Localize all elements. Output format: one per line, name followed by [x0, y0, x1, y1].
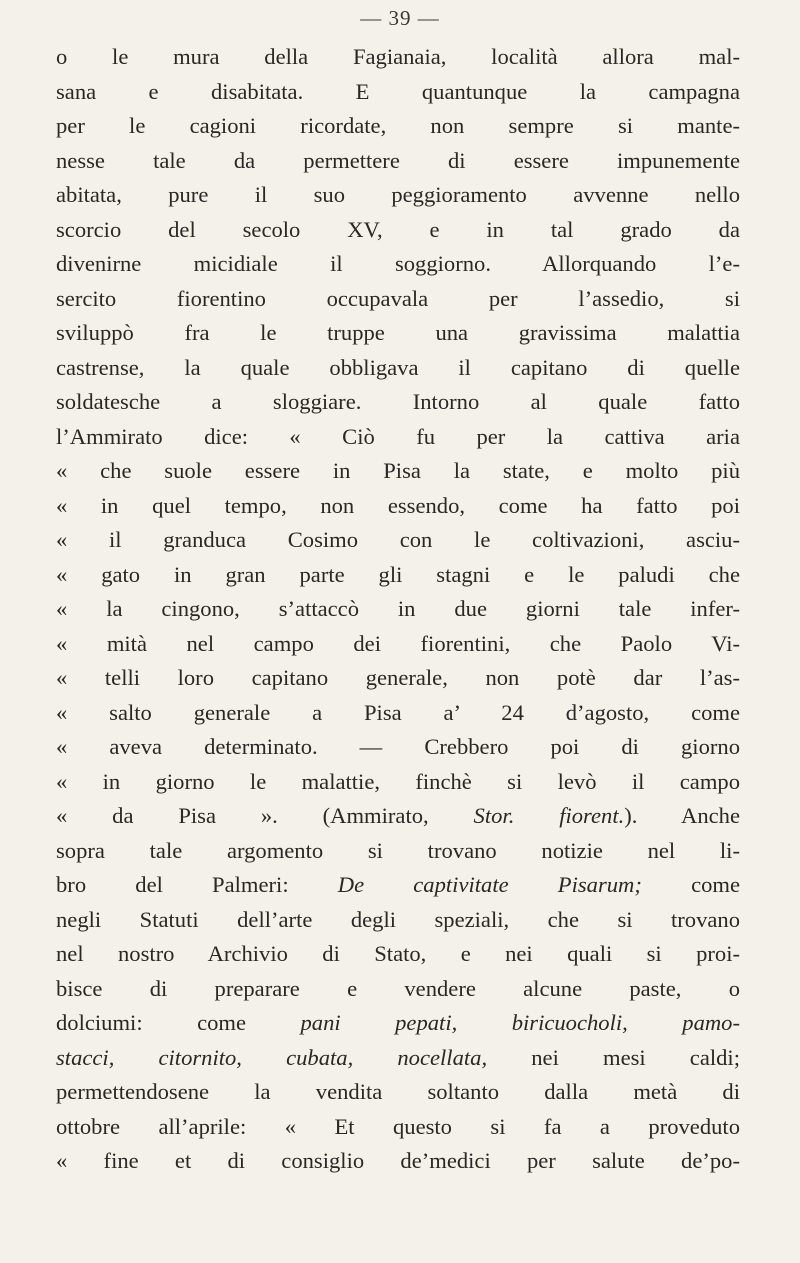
text-line	[56, 765, 740, 800]
text-segment: dolciumi: come	[56, 1010, 301, 1035]
text-segment: soldatesche a sloggiare. Intorno al quale fatto	[56, 389, 740, 414]
italic-text-segment: Stor. fiorent.	[473, 803, 625, 828]
text-segment: l’Ammirato dice: « Ciò fu per la cattiva aria	[56, 423, 740, 449]
text-line	[56, 351, 740, 386]
text-segment: « salto generale a Pisa a’ 24 d’agosto, come	[56, 699, 740, 725]
text-line	[56, 213, 740, 248]
text-line	[56, 661, 740, 696]
text-line	[56, 834, 740, 869]
text-line	[56, 627, 740, 662]
text-segment: come	[641, 872, 740, 897]
text-line	[56, 937, 740, 972]
text-line	[56, 489, 740, 524]
text-line	[56, 75, 740, 110]
text-segment: « da Pisa ». (Ammirato,	[56, 803, 474, 828]
text-segment: nel nostro Archivio di Stato, e nei quali si proi-	[56, 941, 740, 966]
text-line	[56, 592, 740, 627]
text-line	[56, 903, 740, 938]
text-line	[56, 454, 740, 489]
text-segment: permettendosene la vendita soltanto dalla metà di	[56, 1079, 740, 1104]
italic-text-segment: stacci, citornito, cubata, nocellata,	[56, 1044, 488, 1070]
page-number: — 39 —	[360, 6, 440, 30]
text-segment: « mità nel campo dei fiorentini, che Paolo Vi-	[56, 630, 740, 656]
text-line	[56, 730, 740, 765]
text-segment: « aveva determinato. — Crebbero poi di giorno	[56, 734, 740, 759]
italic-text-segment: De captivitate Pisarum;	[337, 872, 642, 897]
text-line	[56, 696, 740, 731]
text-segment: « che suole essere in Pisa la state, e molto più	[56, 458, 740, 483]
text-line	[56, 868, 740, 903]
text-segment: sopra tale argomento si trovano notizie nel li-	[56, 837, 740, 863]
text-line	[56, 1006, 740, 1041]
body-text	[56, 40, 740, 1179]
text-segment: « il granduca Cosimo con le coltivazioni, asciu-	[56, 527, 740, 552]
text-line	[56, 1144, 740, 1179]
text-segment: scorcio del secolo XV, e in tal grado da	[56, 216, 740, 242]
text-line	[56, 109, 740, 144]
text-segment: nesse tale da permettere di essere impunemente	[56, 147, 740, 173]
text-segment: sercito fiorentino occupavala per l’assedio, si	[56, 285, 740, 311]
text-line	[56, 385, 740, 420]
text-segment: « in giorno le malattie, finchè si levò il campo	[56, 768, 740, 794]
text-segment: abitata, pure il suo peggioramento avvenne nello	[56, 182, 740, 207]
text-line	[56, 316, 740, 351]
italic-text-segment: pani pepati, biricuocholi, pamo-	[300, 1010, 740, 1035]
text-line	[56, 282, 740, 317]
text-segment: o le mura della Fagianaia, località allora mal-	[56, 44, 740, 69]
text-line	[56, 1041, 740, 1076]
text-line	[56, 558, 740, 593]
text-line	[56, 420, 740, 455]
text-segment: castrense, la quale obbligava il capitano di quelle	[56, 354, 740, 380]
text-segment: divenirne micidiale il soggiorno. Allorquando l’e-	[56, 251, 740, 276]
text-line	[56, 144, 740, 179]
text-segment: per le cagioni ricordate, non sempre si mante-	[56, 113, 740, 138]
text-segment: negli Statuti dell’arte degli speziali, che si trovano	[56, 906, 740, 932]
text-line	[56, 178, 740, 213]
text-segment: « fine et di consiglio de’medici per salute de’po-	[56, 1148, 740, 1173]
text-segment: bisce di preparare e vendere alcune paste, o	[56, 975, 740, 1001]
text-segment: « telli loro capitano generale, non potè dar l’as-	[56, 665, 740, 690]
text-line	[56, 40, 740, 75]
text-segment: nei mesi caldi;	[487, 1044, 740, 1070]
text-line	[56, 1110, 740, 1145]
text-line	[56, 523, 740, 558]
text-line	[56, 1075, 740, 1110]
text-line	[56, 799, 740, 834]
text-segment: ottobre all’aprile: « Et questo si fa a proveduto	[56, 1113, 740, 1139]
text-line	[56, 972, 740, 1007]
text-segment: « la cingono, s’attaccò in due giorni tale infer-	[56, 596, 740, 621]
text-segment: sana e disabitata. E quantunque la campagna	[56, 78, 740, 104]
text-line	[56, 247, 740, 282]
text-segment: bro del Palmeri:	[56, 872, 338, 897]
text-segment: « in quel tempo, non essendo, come ha fatto poi	[56, 492, 740, 518]
text-segment: ). Anche	[624, 803, 740, 828]
text-segment: sviluppò fra le truppe una gravissima malattia	[56, 320, 740, 345]
text-segment: « gato in gran parte gli stagni e le paludi che	[56, 561, 740, 587]
